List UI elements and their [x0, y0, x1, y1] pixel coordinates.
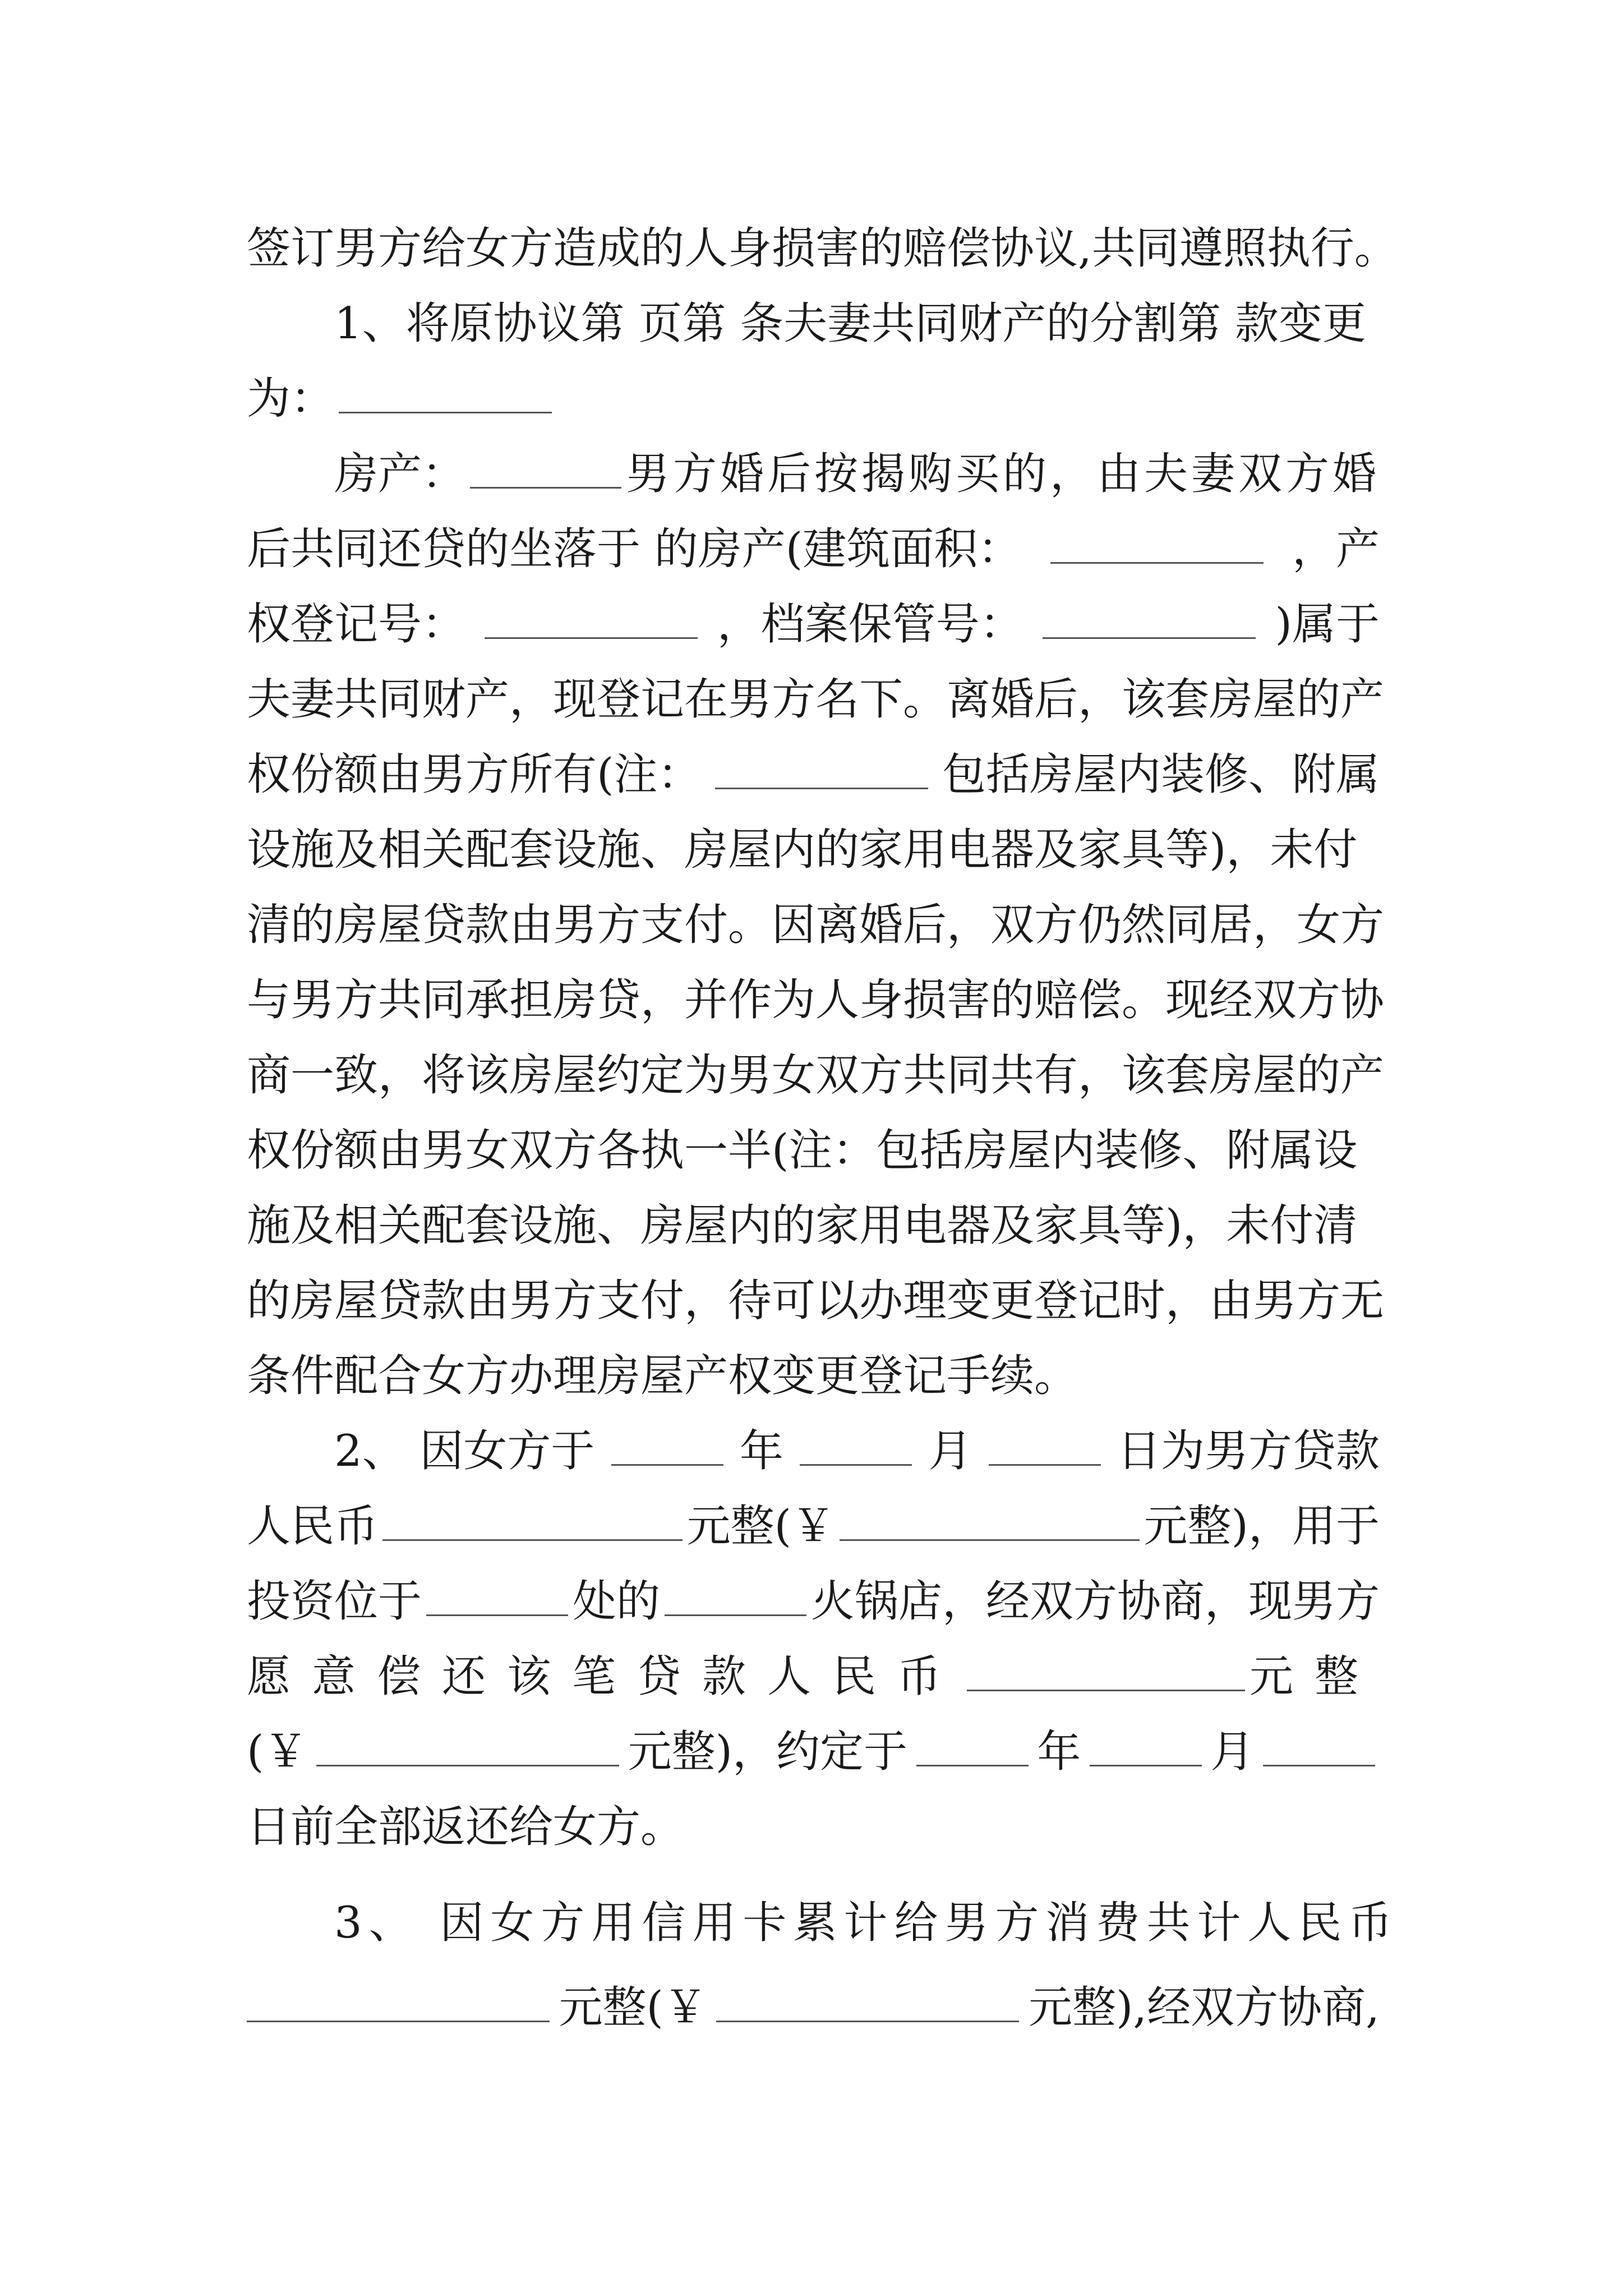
fill-blank	[339, 372, 552, 413]
text-segment: 权份额由男女双方各执一半(注：包括房屋内装修、附属设	[247, 1125, 1358, 1176]
text-line	[247, 1780, 1380, 1874]
text-segment: 处的	[572, 1576, 660, 1627]
text-segment: 清的房屋贷款由男方支付。因离婚后，双方仍然同居，女方	[247, 900, 1385, 950]
fill-blank	[611, 1425, 723, 1466]
text-segment: 商一致，将该房屋约定为男女双方共同共有，该套房屋的产	[247, 1050, 1385, 1101]
fill-blank	[247, 1981, 550, 2022]
text-segment: 人民币	[247, 1501, 379, 1552]
text-segment: 元整(￥	[559, 1982, 707, 2033]
text-segment: 愿意偿还该笔贷款人民币	[247, 1651, 963, 1702]
text-segment: 年	[1037, 1727, 1081, 1777]
text-segment: 元整)，约定于	[628, 1727, 908, 1777]
text-segment: 施及相关配套设施、房屋内的家用电器及家具等)，未付清	[247, 1200, 1358, 1251]
text-segment: ，档案保管号：	[717, 599, 1023, 650]
text-segment: 包括房屋内装修、附属	[942, 749, 1380, 800]
fill-blank	[1050, 523, 1264, 564]
text-segment: 设施及相关配套设施、房屋内的家用电器及家具等)，未付	[247, 825, 1358, 875]
text-segment: 权登记号：	[247, 599, 466, 650]
fill-blank	[1263, 1726, 1375, 1766]
fill-blank	[665, 1575, 806, 1616]
text-segment: 火锅店，经双方协商，现男方	[810, 1576, 1380, 1627]
text-segment: 日为男方贷款	[1117, 1426, 1380, 1476]
fill-blank	[716, 1981, 1019, 2022]
fill-blank	[470, 448, 621, 489]
fill-blank	[426, 1575, 568, 1616]
text-segment: 签订男方给女方造成的人身损害的赔偿协议,共同遵照执行。	[247, 223, 1398, 274]
fill-blank	[840, 1500, 1140, 1541]
fill-blank	[967, 1650, 1245, 1691]
fill-blank	[800, 1425, 912, 1466]
text-segment: 月	[1210, 1727, 1255, 1777]
fill-blank	[485, 598, 698, 639]
text-segment: 条件配合女方办理房屋产权变更登记手续。	[247, 1351, 1078, 1401]
text-segment: 男方婚后按揭购买的，由夫妻双方婚	[625, 449, 1380, 499]
fill-blank	[1043, 598, 1256, 639]
text-segment: (￥	[247, 1727, 308, 1777]
text-segment: 夫妻共同财产，现登记在男方名下。离婚后，该套房屋的产	[247, 674, 1385, 725]
text-segment: 1、将原协议第 页第 条夫妻共同财产的分割第 款变更	[334, 298, 1367, 349]
fill-blank	[316, 1726, 619, 1766]
fill-blank	[1090, 1726, 1202, 1766]
text-segment: 与男方共同承担房贷，并作为人身损害的赔偿。现经双方协	[247, 975, 1385, 1025]
text-segment: 元整(￥	[686, 1501, 835, 1552]
text-segment: 日前全部返还给女方。	[247, 1802, 685, 1852]
text-segment: 月	[928, 1426, 972, 1476]
text-segment: 3、 因女方用信用卡累计给男方消费共计人民币	[334, 1898, 1399, 1948]
text-segment: )属于	[1275, 599, 1380, 650]
text-segment: 元整	[1249, 1651, 1380, 1702]
text-segment: 投资位于	[247, 1576, 422, 1627]
text-line	[247, 1876, 1399, 1970]
text-segment: 年	[739, 1426, 783, 1476]
text-segment: 元整),经双方协商,	[1028, 1982, 1380, 2033]
text-segment: 后共同还贷的坐落于 的房产(建筑面积：	[247, 524, 1022, 574]
fill-blank	[715, 748, 928, 789]
text-line	[247, 1961, 1380, 2055]
text-segment: 房产：	[334, 449, 466, 499]
text-segment: 的房屋贷款由男方支付，待可以办理变更登记时，由男方无	[247, 1276, 1385, 1326]
text-segment: 元整)，用于	[1144, 1501, 1380, 1552]
fill-blank	[989, 1425, 1101, 1466]
text-segment: ，产	[1292, 524, 1380, 574]
text-segment: 权份额由男方所有(注：	[247, 749, 702, 800]
fill-blank	[382, 1500, 683, 1541]
text-segment: 2、 因女方于	[334, 1426, 595, 1476]
fill-blank	[916, 1726, 1029, 1766]
text-segment: 为：	[247, 374, 335, 424]
